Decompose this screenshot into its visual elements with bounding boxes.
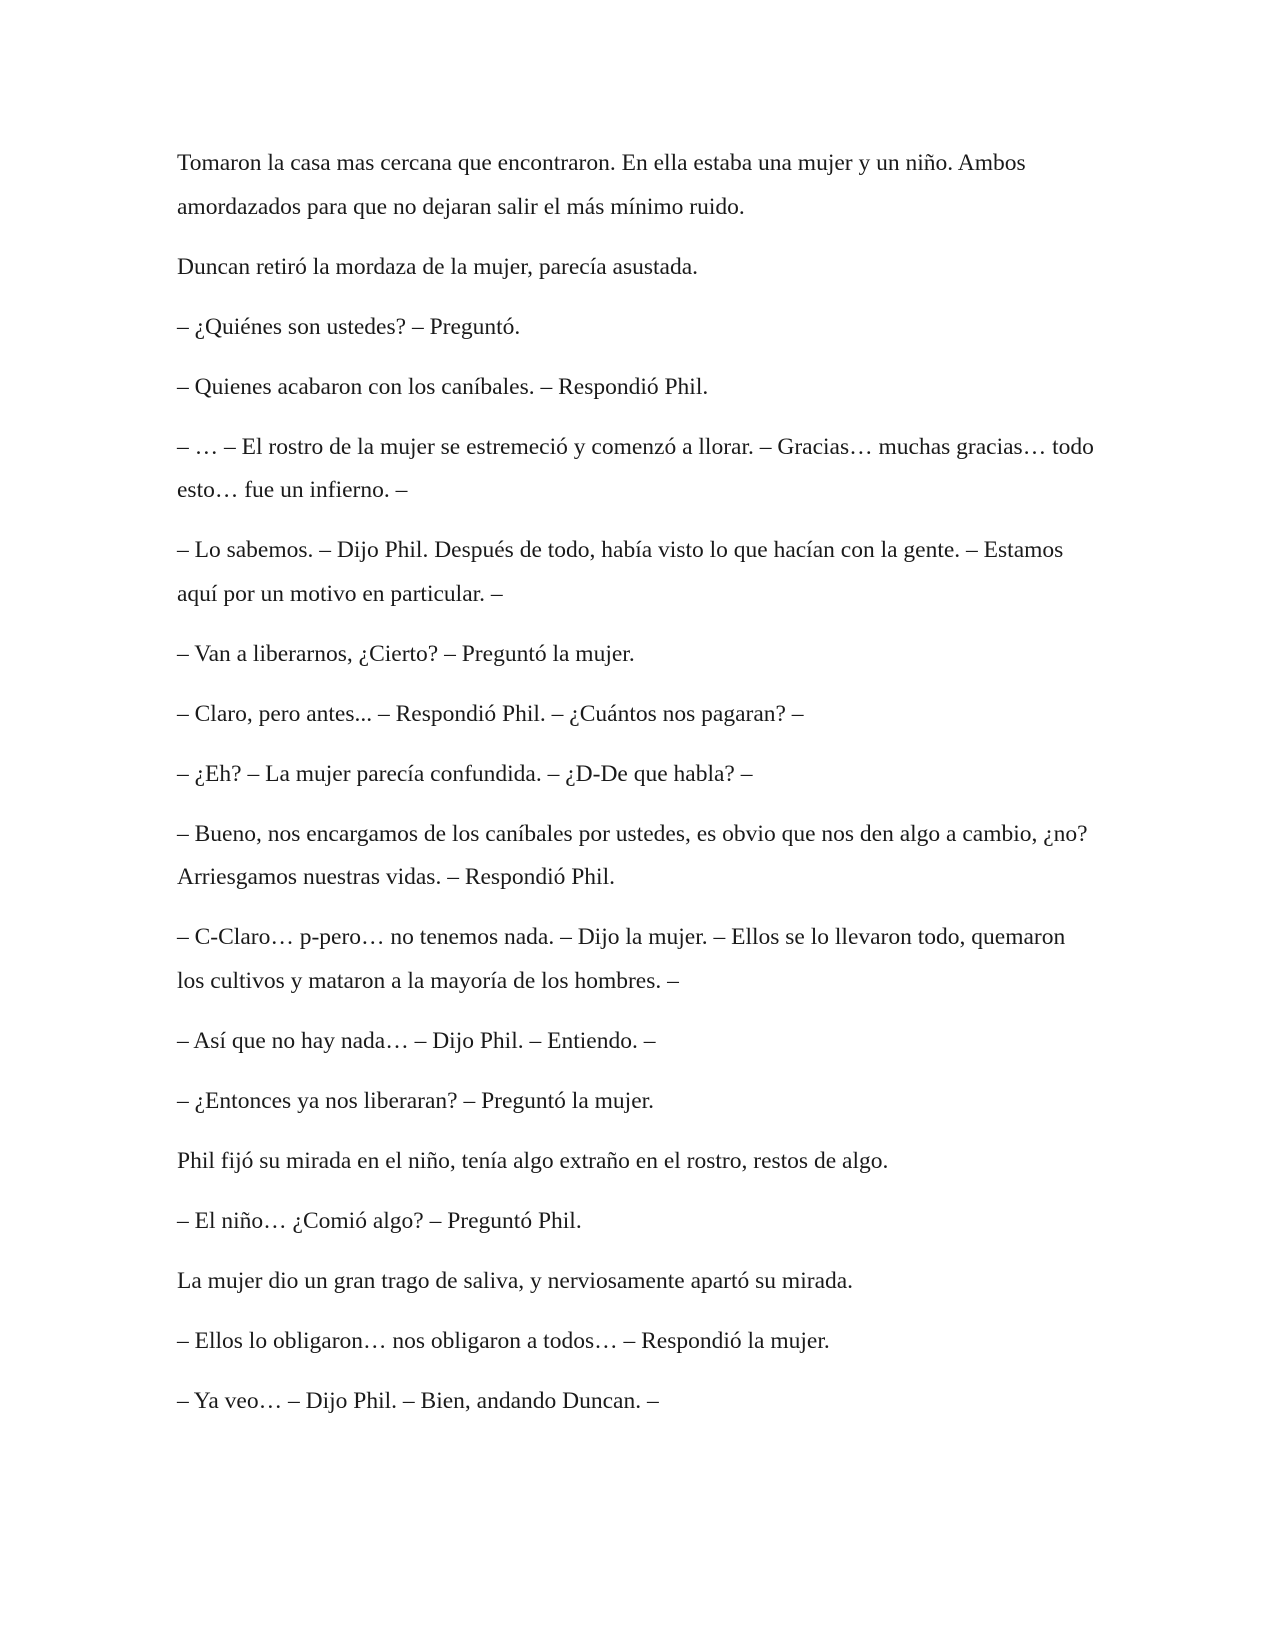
paragraph: – Lo sabemos. – Dijo Phil. Después de todo, había visto lo que hacían con la gente. – Estamos aquí por un motivo en particular. – <box>177 537 1064 607</box>
paragraph: – Ya veo… – Dijo Phil. – Bien, andando Duncan. – <box>177 1387 659 1414</box>
paragraph: Tomaron la casa mas cercana que encontraron. En ella estaba una mujer y un niño. Ambos amordazados para que no dejaran salir el más mínimo ruido. <box>177 150 1026 220</box>
paragraph: Duncan retiró la mordaza de la mujer, parecía asustada. <box>177 253 699 280</box>
paragraph: – Bueno, nos encargamos de los caníbales por ustedes, es obvio que nos den algo a cambio, ¿no? Arriesgamos nuestras vidas. – Respondió Phil. <box>177 820 1088 890</box>
paragraph: – Así que no hay nada… – Dijo Phil. – Entiendo. – <box>177 1027 656 1054</box>
paragraph: – Van a liberarnos, ¿Cierto? – Preguntó la mujer. <box>177 640 635 667</box>
paragraph: – Ellos lo obligaron… nos obligaron a todos… – Respondió la mujer. <box>177 1327 830 1354</box>
paragraph: Phil fijó su mirada en el niño, tenía algo extraño en el rostro, restos de algo. <box>177 1147 889 1174</box>
paragraph: – ¿Quiénes son ustedes? – Preguntó. <box>177 313 521 340</box>
paragraph: – ¿Eh? – La mujer parecía confundida. – ¿D-De que habla? – <box>177 760 753 787</box>
paragraph: – … – El rostro de la mujer se estremeció y comenzó a llorar. – Gracias… muchas gracias… todo esto… fue un infierno. – <box>177 433 1094 503</box>
paragraph: – ¿Entonces ya nos liberaran? – Preguntó la mujer. <box>177 1087 655 1114</box>
paragraph: – C-Claro… p-pero… no tenemos nada. – Dijo la mujer. – Ellos se lo llevaron todo, quemaron los cultivos y mataron a la mayoría de los hombres. – <box>177 924 1066 994</box>
paragraph: – El niño… ¿Comió algo? – Preguntó Phil. <box>177 1207 582 1234</box>
paragraph: – Quienes acabaron con los caníbales. – Respondió Phil. <box>177 373 709 400</box>
paragraph: – Claro, pero antes... – Respondió Phil. – ¿Cuántos nos pagaran? – <box>177 700 804 727</box>
document-body <box>177 142 1097 1440</box>
paragraph: La mujer dio un gran trago de saliva, y nerviosamente apartó su mirada. <box>177 1267 854 1294</box>
